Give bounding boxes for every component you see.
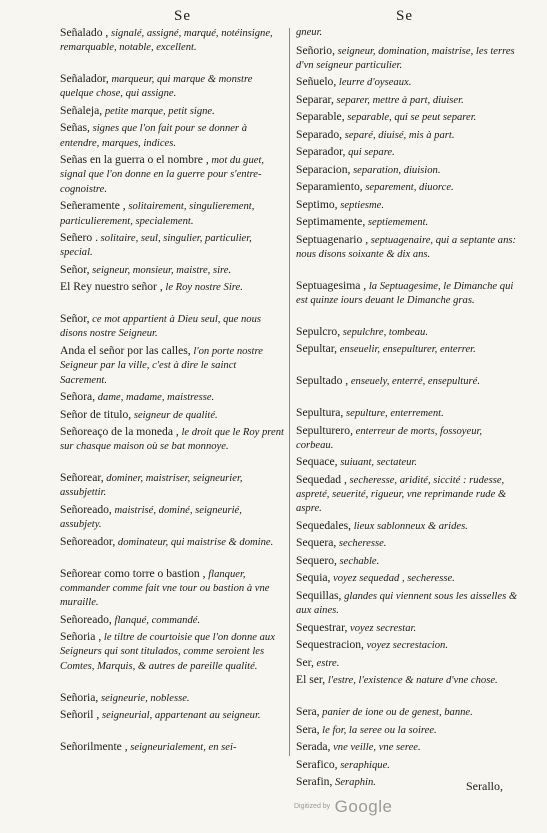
entry-headword: Septimo,: [296, 197, 338, 211]
entry-headword: Sequia,: [296, 571, 331, 585]
entry-definition: septuagenaire, qui a septante ans: nous disons soixante & dix ans.: [296, 234, 517, 261]
entry-headword: Señas,: [60, 121, 90, 135]
dictionary-entry: [296, 638, 518, 656]
entry-headword: Señoreaço de la moneda ,: [60, 425, 179, 439]
entry-headword: Sequedales,: [296, 518, 352, 532]
entry-definition: dame, madame, maistresse.: [97, 392, 215, 404]
entry-definition: separé, diuisé, mis à part.: [344, 129, 455, 141]
entry-headword: Señoreado,: [60, 502, 112, 516]
entry-definition: le droit que le Roy prent sur chasque maison où se bat monnoye.: [60, 427, 284, 453]
catchword: Serallo,: [466, 779, 503, 793]
entry-definition: Seraphin.: [335, 777, 376, 789]
column-divider: [289, 28, 290, 756]
entry-definition: solitairement, singulierement, particulierement, specialement.: [60, 201, 255, 227]
dictionary-entry: [60, 104, 284, 122]
dictionary-entry: [296, 110, 518, 128]
entry-headword: Sepultura,: [296, 406, 344, 420]
entry-definition: signalé, assigné, marqué, notéinsigne, remarquable, notable, excellent.: [60, 28, 273, 54]
entry-headword: Sequestracion,: [296, 638, 364, 652]
entry-headword: Señor,: [60, 262, 90, 276]
dictionary-entry: [60, 691, 284, 709]
dictionary-entry: [296, 93, 518, 111]
dictionary-entry: [296, 656, 518, 674]
entry-definition: mot du guet, signal que l'on donne en la guerre pour s'entre-cognoistre.: [60, 155, 265, 195]
entry-definition: le Roy nostre Sire.: [165, 282, 243, 294]
entry-definition: l'estre, l'existence & nature d'vne chose.: [327, 675, 498, 687]
entry-definition: l'on porte nostre Seigneur par la ville, c'est à dire le sainct Sacrement.: [60, 345, 263, 386]
entry-definition: voyez secrestar.: [350, 622, 417, 634]
entry-headword: Señoreador,: [60, 534, 116, 548]
dictionary-entry: [296, 536, 518, 554]
entry-definition: separer, mettre à part, diuiser.: [336, 94, 464, 106]
entry-headword: Señaleja,: [60, 103, 103, 117]
entry-headword: Señorio,: [296, 43, 335, 57]
entry-headword: Señuelo,: [296, 75, 337, 89]
entry-headword: Sepultar,: [296, 342, 338, 356]
dictionary-entry: [296, 215, 518, 233]
entry-definition: enseuely, enterré, ensepulturé.: [350, 376, 480, 388]
entry-definition: glandes qui viennent sous les aisselles & aux aines.: [296, 590, 518, 617]
entry-headword: Señor de titulo,: [60, 407, 132, 421]
dictionary-entry: [296, 554, 518, 572]
entry-headword: Serada,: [296, 740, 331, 754]
entry-definition: sechable.: [339, 555, 380, 567]
entry-headword: Sepultado ,: [296, 374, 349, 388]
entry-definition: panier de ione ou de genest, banne.: [322, 707, 473, 719]
entry-headword: Señeramente ,: [60, 199, 126, 213]
dictionary-entry: [296, 758, 518, 776]
digitized-by-watermark: [294, 797, 392, 817]
entry-headword: Señorear como torre o bastion ,: [60, 566, 206, 580]
entry-headword: Separar,: [296, 92, 334, 106]
dictionary-entry: [296, 233, 518, 279]
dictionary-column-left: [60, 26, 284, 757]
dictionary-entry: [296, 342, 518, 374]
dictionary-entry: [296, 279, 518, 325]
entry-headword: Señoreado,: [60, 612, 112, 626]
entry-definition: sepulture, enterrement.: [346, 408, 444, 420]
dictionary-entry: [60, 72, 284, 104]
dictionary-entry: [60, 708, 284, 740]
entry-definition: separement, diuorce.: [365, 182, 454, 194]
dictionary-entry: [60, 280, 284, 312]
dictionary-entry: [296, 571, 518, 589]
dictionary-entry: [296, 75, 518, 93]
entry-headword: Señoria ,: [60, 630, 102, 644]
dictionary-entry: [60, 153, 284, 199]
entry-headword: Señorear,: [60, 471, 104, 485]
dictionary-entry: [296, 589, 518, 621]
entry-headword: Septuagenario ,: [296, 232, 369, 246]
entry-headword: Señoria,: [60, 690, 99, 704]
entry-headword: Sepulcro,: [296, 324, 341, 338]
entry-definition: seigneur, domination, maistrise, les terres d'vn seigneur particulier.: [296, 45, 515, 71]
dictionary-entry: [60, 425, 284, 471]
dictionary-entry: [60, 503, 284, 535]
dictionary-entry: [296, 406, 518, 424]
dictionary-entry: [60, 471, 284, 503]
entry-definition: flanquer, commander comme fait vne tour ou bastion à vne muraille.: [60, 568, 270, 609]
digitized-by-text: Digitized by: [294, 803, 331, 810]
dictionary-entry: [60, 231, 284, 263]
entry-headword: Septimamente,: [296, 215, 366, 229]
entry-headword: Sequera,: [296, 536, 337, 550]
dictionary-entry: [296, 455, 518, 473]
entry-definition: septiemement.: [367, 217, 429, 229]
entry-definition: vne veille, vne seree.: [333, 742, 421, 754]
entry-headword: Señor,: [60, 312, 90, 326]
entry-definition: estre.: [316, 657, 340, 669]
entry-definition: le for, la seree ou la soiree.: [322, 724, 437, 736]
entry-headword: El Rey nuestro señor ,: [60, 280, 163, 294]
entry-headword: Señas en la guerra o el nombre ,: [60, 153, 209, 167]
entry-headword: Ser,: [296, 655, 314, 669]
dictionary-entry: [60, 199, 284, 231]
entry-headword: Septuagesima ,: [296, 278, 367, 292]
entry-headword: Señalador,: [60, 72, 109, 86]
entry-headword: Anda el señor por las calles,: [60, 343, 191, 357]
entry-headword: Sera,: [296, 722, 320, 736]
entry-headword: Separamiento,: [296, 180, 363, 194]
entry-definition: secheresse.: [338, 538, 387, 550]
entry-definition: gneur.: [296, 27, 323, 38]
entry-headword: Señora,: [60, 390, 96, 404]
entry-definition: le tiltre de courtoisie que l'on donne aux Seigneurs qui sont titulados, comme seroient les Comtes, Marquis, & autres de pareille qualité.: [60, 632, 275, 672]
dictionary-entry: [60, 535, 284, 567]
dictionary-entry: [296, 705, 518, 723]
entry-definition: dominer, maistriser, seigneurier, assubjettir.: [60, 473, 243, 499]
dictionary-entry: [60, 740, 284, 758]
dictionary-entry: [60, 613, 284, 631]
dictionary-entry: [60, 312, 284, 344]
entry-definition: enterreur de morts, fossoyeur, corbeau.: [296, 425, 483, 451]
dictionary-column-right: [296, 26, 518, 793]
dictionary-entry: [296, 198, 518, 216]
entry-definition: leurre d'oyseaux.: [338, 77, 412, 89]
entry-definition: voyez secrestacion.: [366, 640, 448, 652]
dictionary-entry: [296, 740, 518, 758]
entry-definition: enseuelir, ensepulturer, enterrer.: [339, 344, 476, 356]
running-head-left: Se: [174, 8, 191, 24]
entry-definition: signes que l'on fait pour se donner à entendre, marques, indices.: [60, 123, 248, 149]
dictionary-entry: [296, 374, 518, 406]
entry-definition: septiesme.: [340, 199, 385, 211]
dictionary-entry: [296, 128, 518, 146]
dictionary-entry: [60, 26, 284, 72]
entry-headword: Sequace,: [296, 455, 338, 469]
entry-headword: Sera,: [296, 705, 320, 719]
dictionary-entry: [60, 567, 284, 613]
entry-definition: qui separe.: [348, 147, 395, 159]
entry-definition: separation, diuision.: [353, 164, 441, 176]
entry-definition: secheresse, aridité, siccité : rudesse, aspreté, seuerité, rigueur, vne reprimande rude & aspre.: [296, 474, 507, 515]
entry-headword: Sequedad ,: [296, 472, 347, 486]
dictionary-entry: [296, 325, 518, 343]
entry-headword: Separacion,: [296, 162, 351, 176]
dictionary-entry: [60, 344, 284, 390]
dictionary-entry: [296, 673, 518, 705]
dictionary-entry: [296, 44, 518, 76]
entry-definition: seigneurie, noblesse.: [100, 692, 190, 704]
entry-definition: seraphique.: [340, 759, 390, 771]
entry-headword: Serafin,: [296, 775, 333, 789]
entry-definition: voyez sequedad , secheresse.: [333, 573, 455, 585]
dictionary-entry: [60, 121, 284, 153]
dictionary-entry: [296, 424, 518, 456]
dictionary-entry: [296, 473, 518, 519]
entry-headword: Señero .: [60, 231, 98, 245]
entry-headword: Señoril ,: [60, 708, 100, 722]
entry-definition: seigneurial, appartenant au seigneur.: [101, 710, 261, 722]
entry-definition: dominateur, qui maistrise & domine.: [117, 536, 274, 548]
entry-headword: Señalado ,: [60, 26, 109, 39]
entry-headword: Señorilmente ,: [60, 739, 128, 753]
entry-definition: seigneurialement, en sei-: [130, 741, 237, 753]
entry-definition: maistrisé, dominé, seigneurié, assubjety.: [60, 504, 242, 531]
entry-headword: Sepulturero,: [296, 423, 353, 437]
entry-definition: lieux sablonneux & arides.: [353, 520, 468, 532]
entry-definition: petite marque, petit signe.: [104, 105, 215, 117]
dictionary-entry: [296, 26, 518, 44]
dictionary-entry: [60, 390, 284, 408]
entry-headword: Serafico,: [296, 757, 338, 771]
entry-definition: flanqué, commandé.: [114, 614, 201, 626]
dictionary-entry: [60, 630, 284, 690]
entry-headword: Separado,: [296, 127, 343, 141]
entry-definition: marqueur, qui marque & monstre quelque chose, qui assigne.: [60, 74, 253, 100]
entry-definition: la Septuagesime, le Dimanche qui est quinze iours deuant le Dimanche gras.: [296, 280, 514, 307]
dictionary-entry: [60, 408, 284, 426]
entry-definition: ce mot appartient à Dieu seul, que nous disons nostre Seigneur.: [60, 314, 262, 340]
entry-definition: solitaire, seul, singulier, particulier, special.: [60, 233, 252, 259]
dictionary-entry: [296, 621, 518, 639]
entry-definition: suiuant, sectateur.: [340, 457, 417, 469]
entry-headword: El ser,: [296, 673, 326, 687]
google-logo: Google: [334, 797, 393, 816]
entry-definition: seigneur de qualité.: [133, 409, 218, 421]
running-head-right: Se: [396, 8, 413, 24]
dictionary-entry: [296, 163, 518, 181]
dictionary-entry: [296, 180, 518, 198]
entry-headword: Sequestrar,: [296, 620, 348, 634]
dictionary-entry: [296, 519, 518, 537]
dictionary-entry: [60, 263, 284, 281]
entry-headword: Sequillas,: [296, 588, 342, 602]
entry-headword: Separador,: [296, 145, 346, 159]
entry-headword: Separable,: [296, 110, 345, 124]
entry-definition: sepulchre, tombeau.: [342, 326, 429, 338]
entry-headword: Sequero,: [296, 553, 337, 567]
dictionary-entry: [296, 145, 518, 163]
entry-definition: seigneur, monsieur, maistre, sire.: [92, 264, 232, 276]
entry-definition: separable, qui se peut separer.: [347, 112, 477, 124]
dictionary-entry: [296, 723, 518, 741]
